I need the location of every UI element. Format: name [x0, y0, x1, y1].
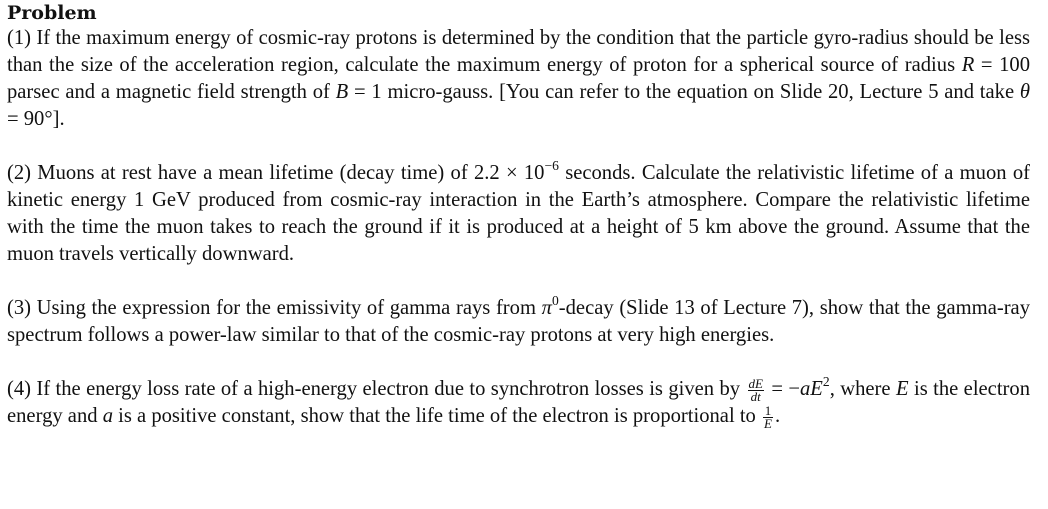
fraction-1-over-E: [763, 402, 773, 431]
p4-text-f: .: [774, 405, 781, 427]
pi-superscript: 0: [551, 293, 559, 309]
p4-text-b: = −: [765, 378, 800, 400]
p4-text-d: is the electron energy and: [7, 378, 1030, 427]
p2-text-b: seconds. Calculate the relativistic lifetime of a muon of kinetic energy 1 GeV produced from cosmic-ray interaction in the Earth’s atmosphere. Compare the relativistic lifetime with the time the muon takes to reach the ground if it is produced at a height of 5 km above the ground. Assume that the muon travels vertically downward.: [7, 162, 1030, 265]
var-B: B: [335, 81, 349, 103]
p1-text-d: = 90°].: [7, 108, 65, 130]
fraction-numerator: dE: [748, 375, 763, 391]
problem-3: [7, 295, 1030, 349]
spacer: [7, 268, 1030, 295]
var-E: E: [810, 378, 823, 400]
p4-text-a: (4) If the energy loss rate of a high-energy electron due to synchrotron losses is given by: [7, 378, 746, 400]
p1-text-b: = 100 parsec and a magnetic field strength of: [7, 54, 1030, 103]
var-R: R: [961, 54, 975, 76]
p1-text-a: (1) If the maximum energy of cosmic-ray protons is determined by the condition that the particle gyro-radius should be less than the size of the acceleration region, calculate the maximum energy of proton for a spherical source of radius: [7, 27, 1030, 76]
spacer: [7, 133, 1030, 160]
var-a-2: a: [102, 405, 113, 427]
problem-1: [7, 25, 1030, 133]
p3-text-a: (3) Using the expression for the emissivity of gamma rays from: [7, 297, 542, 319]
problem-4: [7, 376, 1030, 430]
fraction-numerator: 1: [764, 402, 772, 418]
spacer: [7, 349, 1030, 376]
fraction-dE-dt: [748, 375, 764, 404]
p3-text-b: -decay (Slide 13 of Lecture 7), show that the gamma-ray spectrum follows a power-law similar to that of the cosmic-ray protons at very high energies.: [7, 297, 1030, 346]
p2-exponent: −6: [544, 158, 559, 174]
p2-text-a: (2) Muons at rest have a mean lifetime (decay time) of 2.2 × 10: [7, 162, 545, 184]
p4-text-c: , where: [829, 378, 896, 400]
p1-text-c: = 1 micro-gauss. [You can refer to the equation on Slide 20, Lecture 5 and take: [348, 81, 1020, 103]
pi-symbol: π: [541, 297, 552, 319]
problem-2: [7, 160, 1030, 268]
fraction-denominator: dt: [750, 388, 761, 404]
var-theta: θ: [1019, 81, 1030, 103]
p4-exponent: 2: [822, 374, 830, 390]
p4-text-e: is a positive constant, show that the life time of the electron is proportional to: [113, 405, 761, 427]
var-a: a: [800, 378, 811, 400]
fraction-denominator: E: [764, 415, 772, 431]
page-title: Problem: [7, 2, 97, 24]
var-E-2: E: [895, 378, 909, 400]
